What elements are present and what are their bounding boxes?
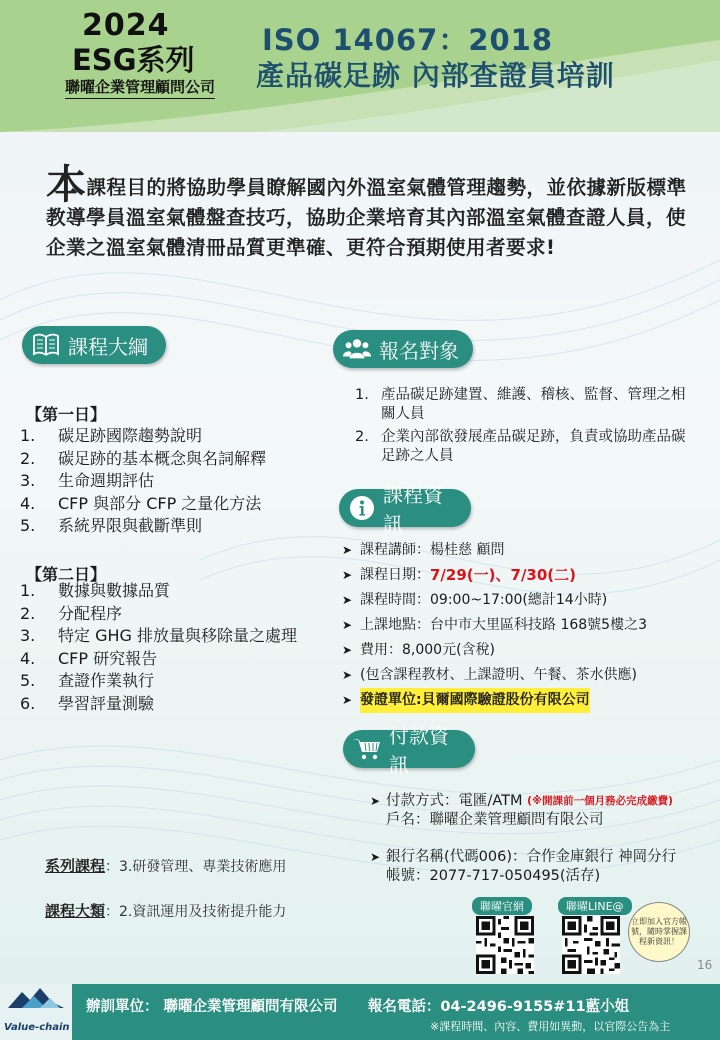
page-number: 16 bbox=[697, 958, 713, 972]
list-item: 2. 碳足跡的基本概念與名詞解釋 bbox=[20, 448, 267, 468]
line-qr-label: 聯曜LINE@ bbox=[558, 897, 632, 915]
list-item: 3. 特定 GHG 排放量與移除量之處理 bbox=[20, 626, 298, 645]
series-course: 系列課程：3.研發管理、專業技術應用 bbox=[45, 857, 287, 875]
book-icon bbox=[32, 331, 60, 359]
day1-title: 【第一日】 bbox=[26, 405, 107, 424]
company-name: 聯曜企業管理顧問公司 bbox=[65, 76, 215, 99]
day2-list bbox=[20, 580, 340, 715]
page-title-line2: 產品碳足跡 內部查證員培訓 bbox=[256, 59, 615, 92]
footer-organizer: 辦訓單位： 聯曜企業管理顧問有限公司 報名電話：04-2496-9155#11藍小姐 bbox=[86, 999, 630, 1015]
target-heading bbox=[333, 330, 473, 368]
list-item: 4. CFP 研究報告 bbox=[20, 648, 158, 668]
payment-method: ➤ 付款方式：電匯/ATM (※開課前一個月務必完成繳費) bbox=[370, 793, 673, 809]
payment-bank: ➤ 銀行名稱(代碼006)：合作金庫銀行 神岡分行 bbox=[370, 849, 677, 865]
value-chain-logo-icon bbox=[8, 986, 64, 1008]
list-item: 1. 數據與數據品質 bbox=[20, 581, 171, 600]
payment-label: 付款資訊 bbox=[389, 724, 449, 777]
target-list bbox=[355, 386, 695, 466]
info-time: ➤ 課程時間：09:00~17:00(總計14小時) bbox=[342, 592, 608, 608]
logo-text: Value-chain bbox=[4, 1022, 70, 1033]
info-instructor: ➤ 課程講師：楊桂慈 顧問 bbox=[342, 542, 505, 558]
list-item: 5. 系統界限與截斷準則 bbox=[20, 516, 203, 535]
list-item: 1. 產品碳足跡建置、維護、稽核、監督、管理之相關人員 bbox=[355, 387, 686, 422]
day1-list bbox=[20, 425, 320, 538]
list-item: 6. 學習評量測驗 bbox=[20, 693, 155, 713]
list-item: 2. 企業內部欲發展產品碳足跡，負責或協助產品碳足跡之人員 bbox=[355, 429, 686, 464]
info-icon bbox=[349, 494, 375, 522]
info-list bbox=[342, 538, 712, 713]
info-label: 課程資訊 bbox=[383, 483, 443, 536]
info-fee-note: ➤ (包含課程教材、上課證明、午餐、茶水供應) bbox=[342, 667, 637, 683]
info-fee: ➤ 費用：8,000元(含稅) bbox=[342, 642, 496, 658]
intro-text: 課程目的將協助學員瞭解國內外溫室氣體管理趨勢，並依據新版標準教導學員溫室氣體盤查技巧，協助企業培育其內部溫室氣體查證人員，使企業之溫室氣體清冊品質更準確、更符合預期使用者要求! bbox=[46, 176, 687, 259]
list-item: 1. 碳足跡國際趨勢說明 bbox=[20, 426, 203, 445]
intro-first-char: 本 bbox=[46, 162, 87, 208]
cart-icon bbox=[353, 735, 381, 763]
website-qr-code[interactable] bbox=[476, 916, 534, 974]
intro-paragraph bbox=[46, 162, 696, 263]
list-item: 3. 生命週期評估 bbox=[20, 471, 155, 490]
people-icon bbox=[343, 335, 371, 363]
website-qr-label: 聯曜官網 bbox=[472, 897, 532, 915]
info-date: ➤ 課程日期： 7/29(一)、7/30(二) bbox=[342, 566, 577, 584]
list-item: 2. 分配程序 bbox=[20, 603, 123, 623]
payment-account-no: 帳號：2077-717-050495(活存) bbox=[386, 868, 601, 884]
page-title-line1: ISO 14067：2018 bbox=[262, 23, 554, 57]
course-type: 課程大類：2.資訊運用及技術提升能力 bbox=[45, 902, 287, 920]
footer-note: ※課程時間、內容、費用如異動，以官際公告為主 bbox=[430, 1020, 671, 1033]
info-location: ➤ 上課地點：台中市大里區科技路 168號5樓之3 bbox=[342, 617, 647, 633]
info-issuer: ➤ 發證單位:貝爾國際驗證股份有限公司 bbox=[342, 688, 712, 713]
outline-label: 課程大綱 bbox=[68, 334, 148, 359]
year-label: 2024 bbox=[82, 8, 170, 43]
line-qr-code[interactable] bbox=[562, 916, 620, 974]
outline-heading bbox=[22, 326, 166, 364]
list-item: 5. 查證作業執行 bbox=[20, 671, 155, 690]
list-item: 4. CFP 與部分 CFP 之量化方法 bbox=[20, 493, 262, 513]
info-heading bbox=[339, 483, 471, 536]
target-label: 報名對象 bbox=[379, 338, 459, 363]
payment-list bbox=[370, 792, 710, 886]
payment-account-name: 戶名：聯曜企業管理顧問有限公司 bbox=[386, 812, 604, 828]
line-join-bubble: 立即加入官方帳號，隨時掌握課程新資訊！ bbox=[628, 902, 690, 962]
series-label: ESG系列 bbox=[72, 43, 195, 77]
day2-title: 【第二日】 bbox=[26, 565, 107, 584]
payment-heading bbox=[343, 724, 475, 777]
